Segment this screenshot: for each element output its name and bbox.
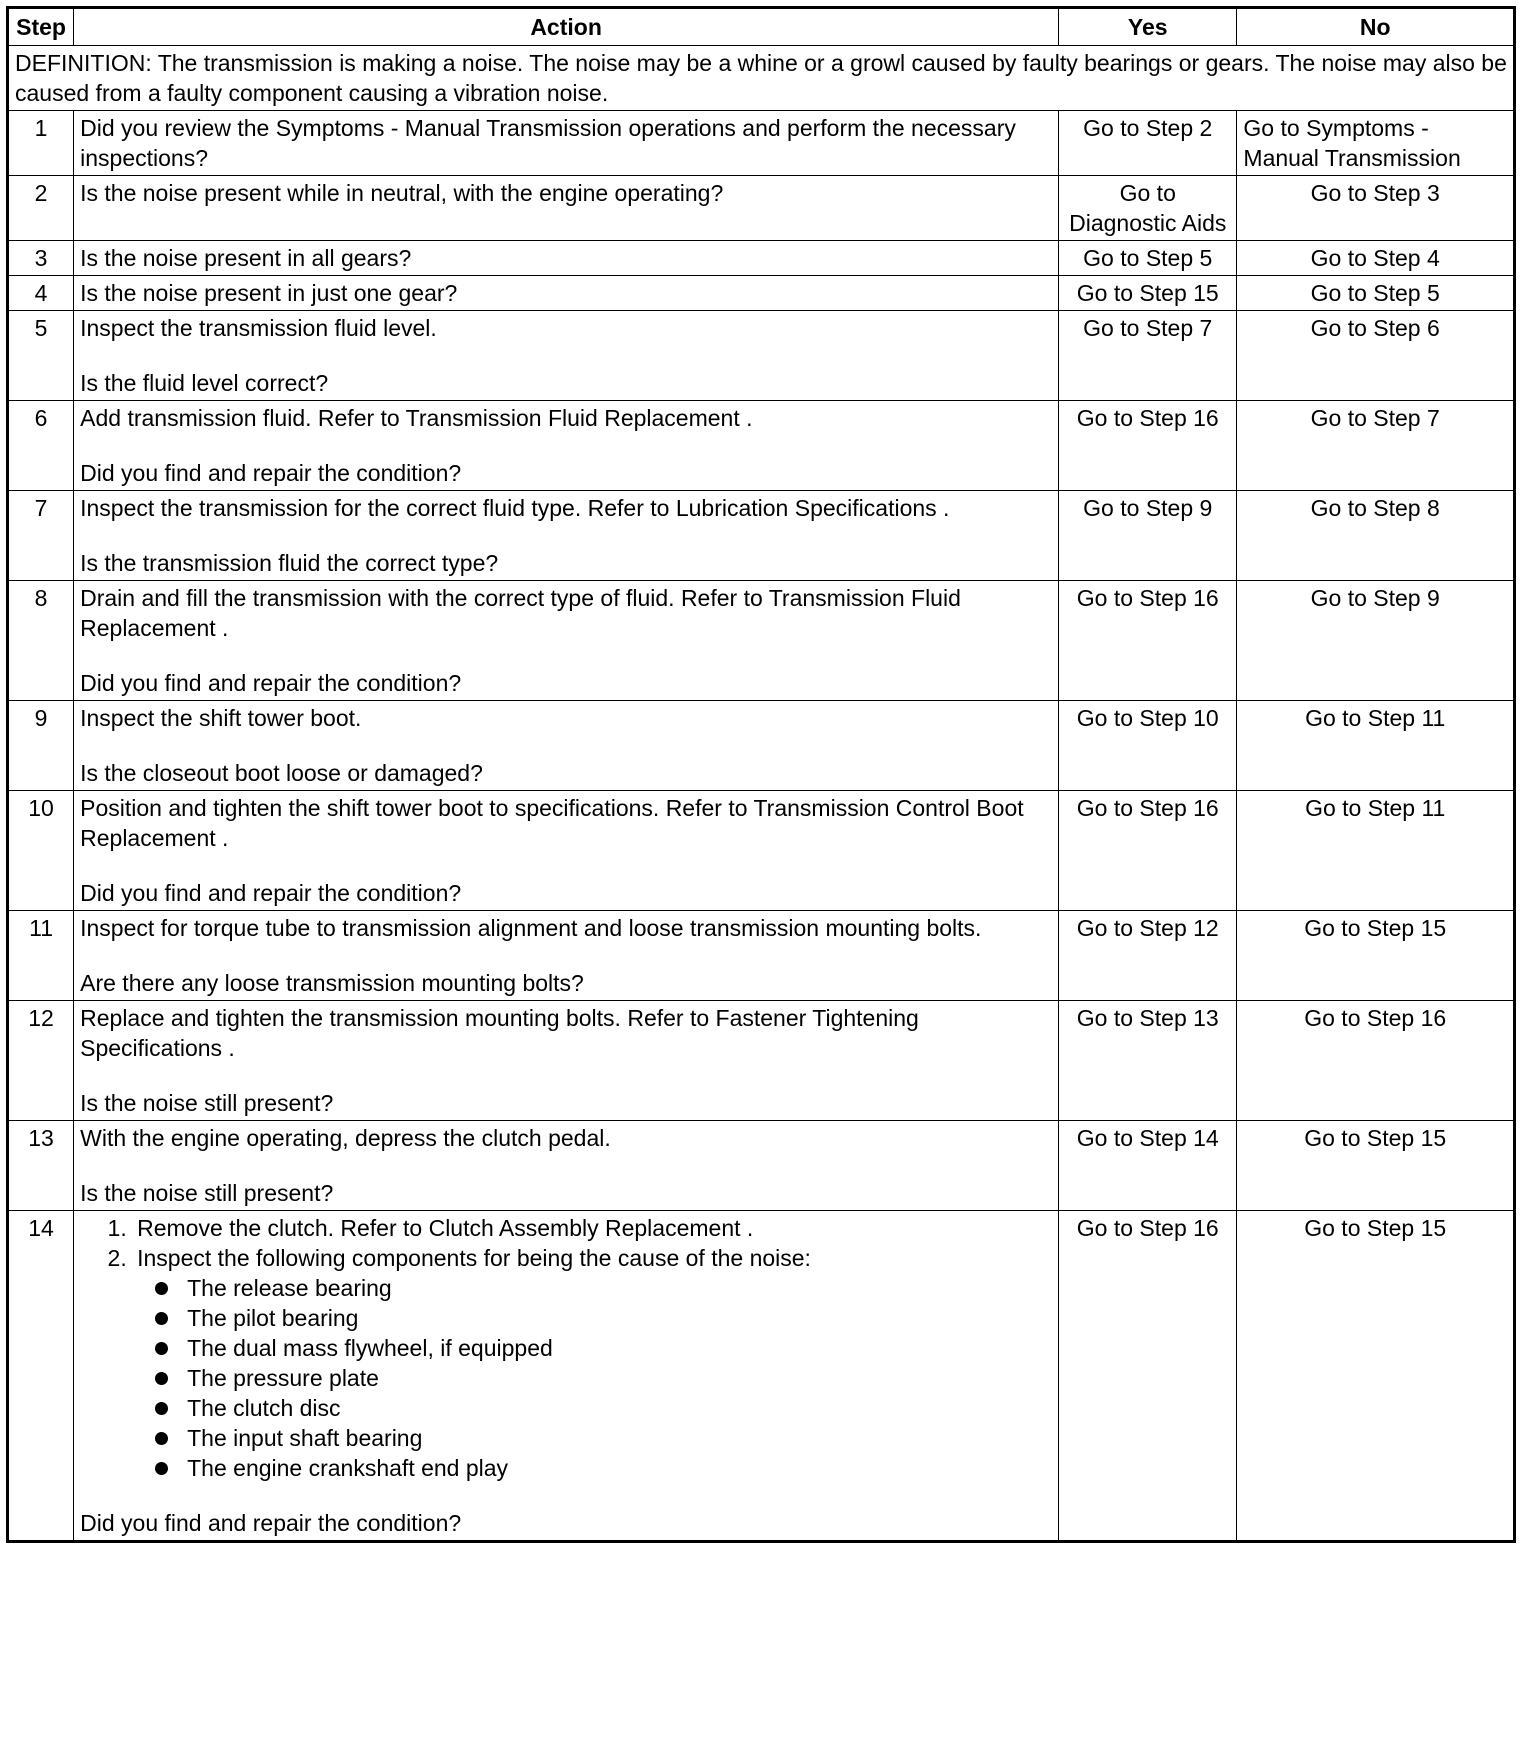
spacer (80, 1483, 1052, 1508)
action-cell (74, 791, 1059, 911)
no-result: Go to Step 11 (1237, 701, 1515, 791)
step-number: 7 (8, 491, 74, 581)
action-text: Position and tighten the shift tower boot to specifications. Refer to Transmission Control Boot Replacement . (80, 795, 1024, 851)
action-cell (74, 1211, 1059, 1542)
action-text: Inspect the transmission fluid level. (80, 315, 437, 341)
table-row (8, 1001, 1515, 1121)
action-cell (74, 1001, 1059, 1121)
yes-result: Go to Step 7 (1059, 311, 1237, 401)
action-text: Inspect the transmission for the correct fluid type. Refer to Lubrication Specifications . (80, 495, 950, 521)
procedure-item (133, 1213, 1052, 1243)
yes-result: Go to Step 16 (1059, 1211, 1237, 1542)
spacer (80, 853, 1052, 878)
yes-result: Go to Step 14 (1059, 1121, 1237, 1211)
table-row (8, 241, 1515, 276)
action-cell (74, 111, 1059, 176)
component-item: The pressure plate (187, 1363, 1052, 1393)
yes-result: Go to Step 9 (1059, 491, 1237, 581)
no-result: Go to Step 7 (1237, 401, 1515, 491)
no-result: Go to Step 9 (1237, 581, 1515, 701)
yes-result: Go to Step 10 (1059, 701, 1237, 791)
action-cell (74, 911, 1059, 1001)
step-number: 1 (8, 111, 74, 176)
procedure-item-text: Remove the clutch. Refer to Clutch Assembly Replacement . (137, 1215, 754, 1241)
no-result: Go to Step 15 (1237, 911, 1515, 1001)
action-text: With the engine operating, depress the clutch pedal. (80, 1125, 611, 1151)
question-text: Is the noise still present? (80, 1090, 334, 1116)
table-row (8, 701, 1515, 791)
step-number: 3 (8, 241, 74, 276)
question-text: Are there any loose transmission mounting bolts? (80, 970, 584, 996)
yes-result: Go to Step 15 (1059, 276, 1237, 311)
action-text: Is the noise present in all gears? (80, 245, 412, 271)
component-item: The release bearing (187, 1273, 1052, 1303)
step-number: 12 (8, 1001, 74, 1121)
table-row (8, 581, 1515, 701)
no-result: Go to Step 11 (1237, 791, 1515, 911)
question-text: Is the fluid level correct? (80, 370, 329, 396)
table-row (8, 911, 1515, 1001)
no-result: Go to Symptoms - Manual Transmission (1237, 111, 1515, 176)
step-number: 13 (8, 1121, 74, 1211)
no-result: Go to Step 16 (1237, 1001, 1515, 1121)
table-row (8, 1121, 1515, 1211)
spacer (80, 523, 1052, 548)
component-item: The dual mass flywheel, if equipped (187, 1333, 1052, 1363)
yes-result: Go to Step 12 (1059, 911, 1237, 1001)
action-cell (74, 241, 1059, 276)
header-yes: Yes (1059, 8, 1237, 46)
table-row (8, 276, 1515, 311)
yes-result: Go to Diagnostic Aids (1059, 176, 1237, 241)
table-row (8, 1211, 1515, 1542)
action-cell (74, 176, 1059, 241)
question-text: Is the closeout boot loose or damaged? (80, 760, 483, 786)
action-text: Inspect the shift tower boot. (80, 705, 362, 731)
step-number: 8 (8, 581, 74, 701)
action-cell (74, 276, 1059, 311)
yes-result: Go to Step 2 (1059, 111, 1237, 176)
procedure-item-text: Inspect the following components for being the cause of the noise: (137, 1245, 811, 1271)
question-text: Did you find and repair the condition? (80, 880, 462, 906)
step-number: 9 (8, 701, 74, 791)
yes-result: Go to Step 16 (1059, 791, 1237, 911)
procedure-item (133, 1243, 1052, 1483)
procedure-list (80, 1213, 1052, 1483)
step-number: 10 (8, 791, 74, 911)
step-number: 2 (8, 176, 74, 241)
yes-result: Go to Step 13 (1059, 1001, 1237, 1121)
table-row (8, 311, 1515, 401)
component-item: The engine crankshaft end play (187, 1453, 1052, 1483)
action-cell (74, 1121, 1059, 1211)
no-result: Go to Step 15 (1237, 1211, 1515, 1542)
action-text: Replace and tighten the transmission mounting bolts. Refer to Fastener Tightening Specifications . (80, 1005, 919, 1061)
component-item: The pilot bearing (187, 1303, 1052, 1333)
yes-result: Go to Step 16 (1059, 581, 1237, 701)
diagnostic-table (6, 6, 1516, 1543)
table-row (8, 176, 1515, 241)
action-text: Did you review the Symptoms - Manual Transmission operations and perform the necessary inspections? (80, 115, 1016, 171)
action-cell (74, 701, 1059, 791)
header-no: No (1237, 8, 1515, 46)
action-cell (74, 401, 1059, 491)
no-result: Go to Step 8 (1237, 491, 1515, 581)
yes-result: Go to Step 5 (1059, 241, 1237, 276)
header-row (8, 8, 1515, 46)
question-text: Is the noise still present? (80, 1180, 334, 1206)
no-result: Go to Step 6 (1237, 311, 1515, 401)
table-row (8, 491, 1515, 581)
action-text: Is the noise present in just one gear? (80, 280, 458, 306)
step-number: 5 (8, 311, 74, 401)
action-text: Is the noise present while in neutral, with the engine operating? (80, 180, 724, 206)
table-row (8, 401, 1515, 491)
question-text: Did you find and repair the condition? (80, 670, 462, 696)
action-text: Add transmission fluid. Refer to Transmission Fluid Replacement . (80, 405, 753, 431)
spacer (80, 343, 1052, 368)
spacer (80, 943, 1052, 968)
action-text: Drain and fill the transmission with the correct type of fluid. Refer to Transmission Fluid Replacement . (80, 585, 961, 641)
no-result: Go to Step 4 (1237, 241, 1515, 276)
no-result: Go to Step 15 (1237, 1121, 1515, 1211)
header-step: Step (8, 8, 74, 46)
question-text: Is the transmission fluid the correct type? (80, 550, 499, 576)
header-action: Action (74, 8, 1059, 46)
component-list (137, 1273, 1052, 1483)
diagnostic-table-page (6, 6, 1516, 1543)
step-number: 4 (8, 276, 74, 311)
yes-result: Go to Step 16 (1059, 401, 1237, 491)
step-number: 14 (8, 1211, 74, 1542)
table-row (8, 111, 1515, 176)
action-cell (74, 311, 1059, 401)
component-item: The input shaft bearing (187, 1423, 1052, 1453)
action-text: Inspect for torque tube to transmission alignment and loose transmission mounting bolts. (80, 915, 982, 941)
definition-text: DEFINITION: The transmission is making a noise. The noise may be a whine or a growl caused by faulty bearings or gears. The noise may also be caused from a faulty component causing a vibration noise. (8, 46, 1515, 111)
action-cell (74, 491, 1059, 581)
no-result: Go to Step 5 (1237, 276, 1515, 311)
no-result: Go to Step 3 (1237, 176, 1515, 241)
question-text: Did you find and repair the condition? (80, 1510, 462, 1536)
step-number: 6 (8, 401, 74, 491)
action-cell (74, 581, 1059, 701)
spacer (80, 433, 1052, 458)
component-item: The clutch disc (187, 1393, 1052, 1423)
spacer (80, 643, 1052, 668)
question-text: Did you find and repair the condition? (80, 460, 462, 486)
spacer (80, 733, 1052, 758)
step-number: 11 (8, 911, 74, 1001)
table-row (8, 791, 1515, 911)
spacer (80, 1063, 1052, 1088)
spacer (80, 1153, 1052, 1178)
definition-row (8, 46, 1515, 111)
